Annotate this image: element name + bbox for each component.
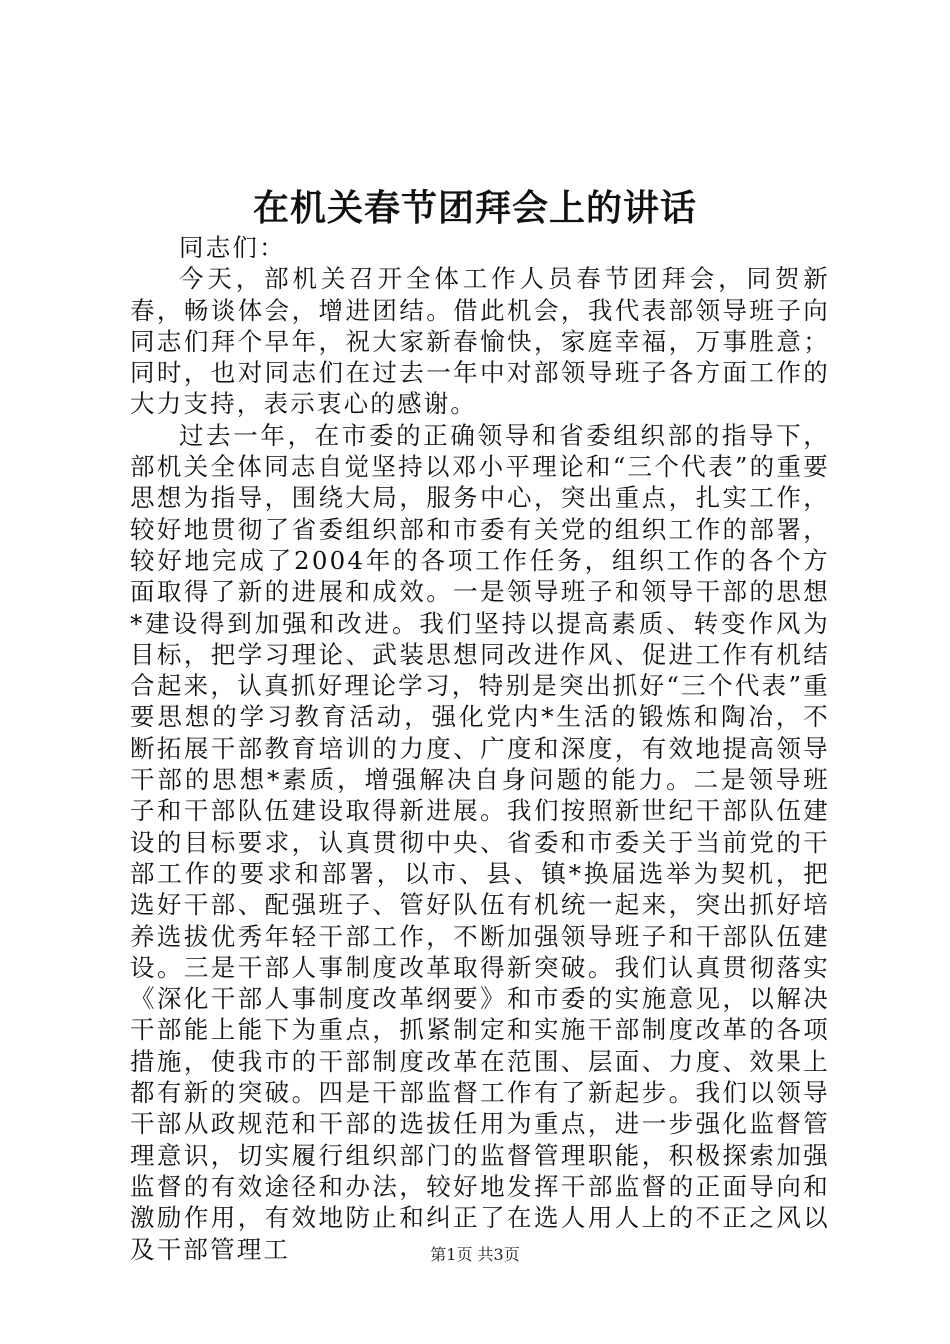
page-footer: 第1页 共3页 [430, 1245, 520, 1264]
paragraph-greeting: 今天，部机关召开全体工作人员春节团拜会，同贺新春，畅谈体会，增进团结。借此机会，我代表部领导班子向同志们拜个早年，祝大家新春愉快，家庭幸福，万事胜意；同时，也对同志们在过去一年中对部领导班子各方面工作的大力支持，表示衷心的感谢。 [130, 264, 830, 419]
document-body [130, 232, 830, 1265]
document-title: 在机关春节团拜会上的讲话 [252, 187, 697, 229]
salutation: 同志们： [179, 233, 286, 262]
paragraph-review: 过去一年，在市委的正确领导和省委组织部的指导下，部机关全体同志自觉坚持以邓小平理论和“三个代表”的重要思想为指导，围绕大局，服务中心，突出重点，扎实工作，较好地贯彻了省委组织部和市委有关党的组织工作的部署，较好地完成了2004年的各项工作任务，组织工作的各个方面取得了新的进展和成效。一是领导班子和领导干部的思想*建设得到加强和改进。我们坚持以提高素质、转变作风为目标，把学习理论、武装思想同改进作风、促进工作有机结合起来，认真抓好理论学习，特别是突出抓好“三个代表”重要思想的学习教育活动，强化党内*生活的锻炼和陶冶，不断拓展干部教育培训的力度、广度和深度，有效地提高领导干部的思想*素质，增强解决自身问题的能力。二是领导班子和干部队伍建设取得新进展。我们按照新世纪干部队伍建设的目标要求，认真贯彻中央、省委和市委关于当前党的干部工作的要求和部署，以市、县、镇*换届选举为契机，把选好干部、配强班子、管好队伍有机统一起来，突出抓好培养选拔优秀年轻干部工作，不断加强领导班子和干部队伍建设。三是干部人事制度改革取得新突破。我们认真贯彻落实《深化干部人事制度改革纲要》和市委的实施意见，以解决干部能上能下为重点，抓紧制定和实施干部制度改革的各项措施，使我市的干部制度改革在范围、层面、力度、效果上都有新的突破。四是干部监督工作有了新起步。我们以领导干部从政规范和干部的选拔任用为重点，进一步强化监督管理意识，切实履行组织部门的监督管理职能，积极探索加强监督的有效途径和办法，较好地发挥干部监督的正面导向和激励作用，有效地防止和纠正了在选人用人上的不正之风以及干部管理工 [130, 420, 830, 1264]
